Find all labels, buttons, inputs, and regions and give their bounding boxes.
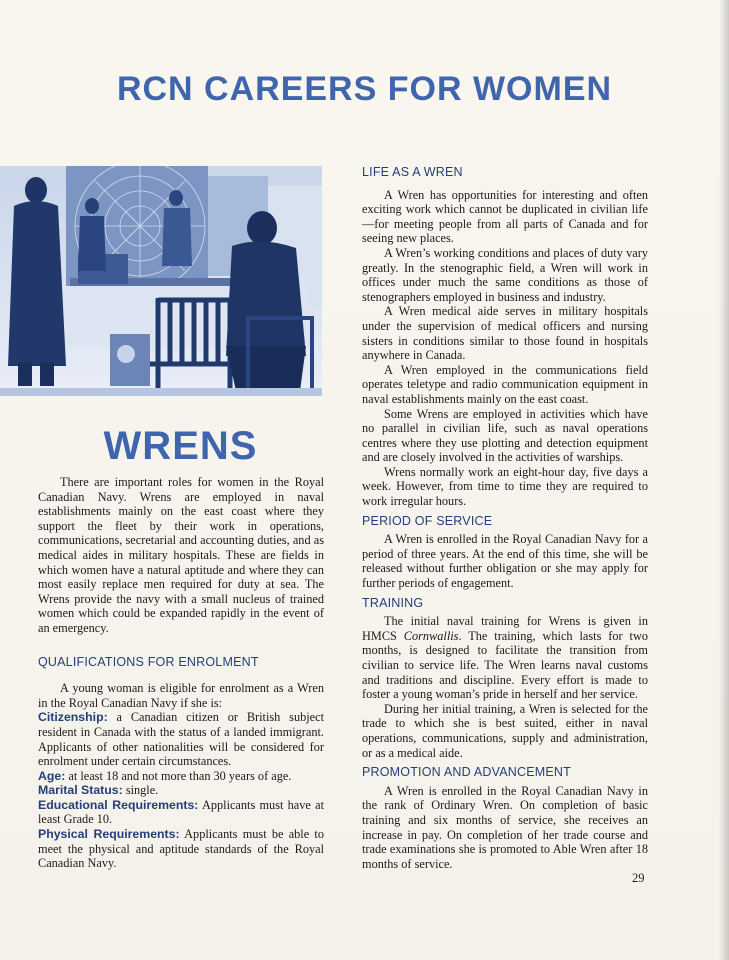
wrens-operations-room-photo <box>0 166 322 396</box>
training-paragraph: During her initial training, a Wren is selected for the trade to which she is best suited, either in naval operations, communications, supply and administration, or as a medical aide. <box>362 701 648 760</box>
requirement-text: Applicants must have at least Grade 10. <box>38 797 324 827</box>
training-paragraph <box>362 614 648 702</box>
page-title: RCN CAREERS FOR WOMEN <box>116 70 613 108</box>
period-of-service-heading: PERIOD OF SERVICE <box>362 513 493 528</box>
requirement-text: at least 18 and not more than 30 years of age. <box>68 768 292 783</box>
requirement-text: Applicants must be able to meet the physical and aptitude standards of the Royal Canadian Navy. <box>38 827 324 871</box>
page-number: 29 <box>632 871 645 885</box>
requirement-physical <box>38 827 324 871</box>
section-title-wrens: WRENS <box>103 424 258 468</box>
requirement-age <box>38 769 324 784</box>
page-edge-shadow <box>719 0 729 960</box>
ship-name: Cornwallis <box>403 628 459 643</box>
life-paragraph: Some Wrens are employed in activities which have no parallel in civilian life, such as naval operations centres where they use plotting and detection equipment and are closely involved in the activities of warships. <box>362 406 648 465</box>
promotion-paragraph: A Wren is enrolled in the Royal Canadian Navy in the rank of Ordinary Wren. On completion of basic training and six months of service, she receives an increase in pay. On completion of her trade course and trade examinations she is promoted to Able Wren after 18 months of service. <box>362 783 648 871</box>
requirement-label: Physical Requirements: <box>38 827 180 842</box>
requirement-text: single. <box>125 783 159 798</box>
training-text: The initial naval training for Wrens is given in HMCS <box>362 614 648 643</box>
promotion-heading: PROMOTION AND ADVANCEMENT <box>362 765 571 780</box>
life-paragraph: A Wren’s working conditions and places of duty vary greatly. In the stenographic field, a Wren will work in offices under much the same conditions as those of stenographers employed in business and industry. <box>362 245 648 304</box>
period-paragraph: A Wren is enrolled in the Royal Canadian Navy for a period of three years. At the end of this time, she will be released without further obligation or she may apply for further periods of engagement. <box>362 532 648 591</box>
right-column <box>362 165 648 871</box>
training-text: . The training, which lasts for two months, is designed to facilitate the transition from civilian to service life. The Wren learns naval customs and traditions and discipline. Every effort is made to foster a young woman’s pride in herself and her service. <box>362 628 648 702</box>
requirement-marital-status <box>38 783 324 798</box>
life-paragraph: Wrens normally work an eight-hour day, five days a week. However, from time to time they are required to work irregular hours. <box>362 464 648 509</box>
photo-illustration <box>0 166 322 396</box>
requirement-education <box>38 798 324 827</box>
life-paragraph: A Wren employed in the communications field operates teletype and radio communication equipment in naval establishments mainly on the east coast. <box>362 362 648 406</box>
requirement-label: Age: <box>38 768 66 783</box>
requirement-label: Educational Requirements: <box>38 797 199 812</box>
intro-paragraph: There are important roles for women in the Royal Canadian Navy. Wrens are employed in naval establishments mainly on the east coast where they support the fleet by their work in operations, communications, secretarial and accounting duties, and as medical aides in military hospitals. These are fields in which women have a natural aptitude and where they can most easily replace men required for duty at sea. The Wrens provide the navy with a small nucleus of trained women which could be expanded rapidly in the event of an emergency. <box>38 475 324 635</box>
requirement-label: Marital Status: <box>38 783 123 798</box>
qualifications-heading: QUALIFICATIONS FOR ENROLMENT <box>38 654 259 669</box>
requirement-label: Citizenship: <box>38 710 108 725</box>
life-paragraph: A Wren has opportunities for interesting and often exciting work which cannot be duplicated in civilian life—for meeting people from all parts of Canada and for seeing new places. <box>362 187 648 246</box>
training-heading: TRAINING <box>362 595 424 610</box>
left-column <box>38 475 324 871</box>
requirement-citizenship <box>38 710 324 768</box>
requirement-text: a Canadian citizen or British subject resident in Canada with the status of a landed immigrant. Applicants of other nationalities will be considered for enrolment under certain circumstances. <box>38 710 325 769</box>
life-as-a-wren-heading: LIFE AS A WREN <box>362 165 463 179</box>
qualifications-lead: A young woman is eligible for enrolment as a Wren in the Royal Canadian Navy if she is: <box>38 681 324 710</box>
life-paragraph: A Wren medical aide serves in military hospitals under the supervision of medical officers and nursing sisters in conditions similar to those found in hospitals anywhere in Canada. <box>362 304 648 363</box>
